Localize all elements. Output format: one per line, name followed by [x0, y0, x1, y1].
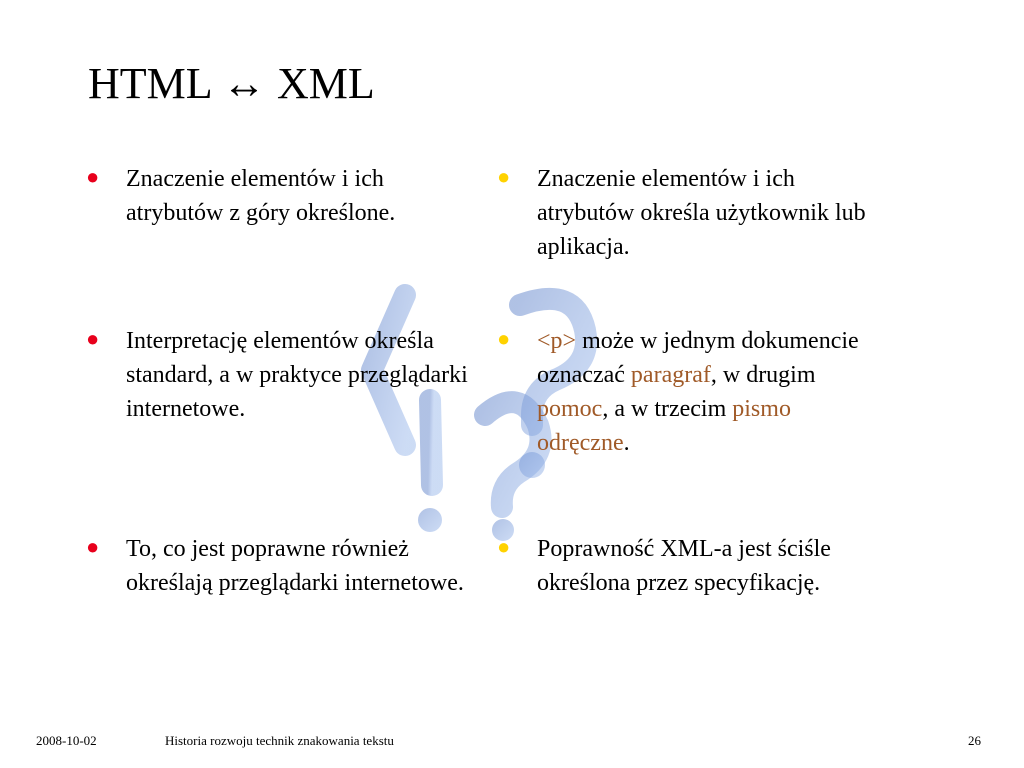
bullet-icon: ●: [497, 326, 511, 351]
bullet-icon: ●: [497, 534, 511, 559]
text-fragment: , w drugim: [710, 362, 816, 388]
right-list-item: [497, 532, 887, 600]
text-fragment: .: [623, 430, 630, 456]
left-list-item: [86, 324, 476, 426]
footer-date: 2008-10-02: [36, 733, 97, 748]
right-item-text: Znaczenie elementów i ich atrybutów określa użytkownik lub aplikacja.: [537, 166, 866, 260]
text-fragment: , a w trzecim: [602, 396, 733, 422]
accent-word-pomoc: pomoc: [537, 396, 603, 422]
bullet-icon: ●: [86, 326, 100, 351]
right-list-item: [497, 162, 887, 264]
left-list-item: [86, 162, 476, 230]
left-item-text: To, co jest poprawne również określają przeglądarki internetowe.: [126, 536, 464, 596]
text-fragment: może w jednym dokumencie oznaczać: [537, 328, 859, 388]
accent-word-pismo: pismo odręczne: [537, 396, 791, 456]
p-tag-text: <p>: [537, 328, 577, 354]
accent-word-paragraf: paragraf: [630, 362, 711, 388]
bullet-icon: ●: [86, 164, 100, 189]
right-item-text: Poprawność XML-a jest ściśle określona przez specyfikację.: [537, 536, 831, 596]
footer-page-number: 26: [968, 733, 981, 748]
right-list-item: [497, 324, 887, 460]
left-item-text: Znaczenie elementów i ich atrybutów z góry określone.: [126, 166, 396, 226]
right-item-text: [537, 324, 887, 460]
slide-title: HTML ↔ XML: [88, 59, 375, 108]
footer-presentation-title: Historia rozwoju technik znakowania tekstu: [165, 733, 394, 748]
left-list-item: [86, 532, 476, 600]
bullet-icon: ●: [497, 164, 511, 189]
left-item-text: Interpretację elementów określa standard, a w praktyce przeglądarki internetowe.: [126, 328, 468, 422]
bullet-icon: ●: [86, 534, 100, 559]
